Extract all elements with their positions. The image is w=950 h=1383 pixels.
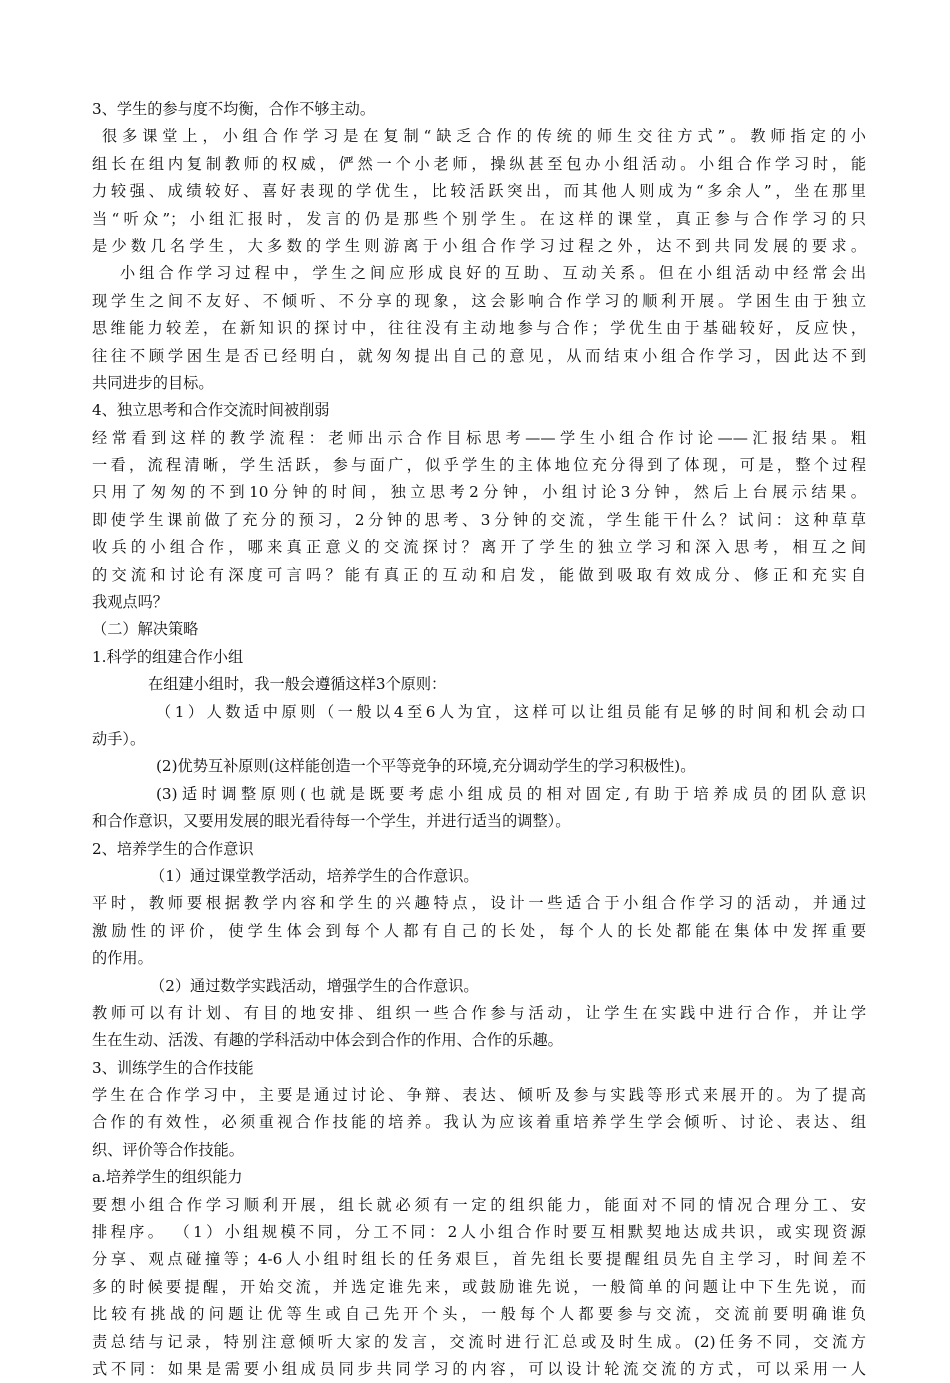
paragraph-line: 式不同：如果是需要小组成员同步共同学习的内容，可以设计轮流交流的方式，可以采用一人: [92, 1359, 866, 1378]
paragraph-line: 和合作意识，又要用发展的眼光看待每一个学生，并进行适当的调整）。: [92, 812, 571, 831]
paragraph-line: 学生在合作学习中，主要是通过讨论、争辩、表达、倾听及参与实践等形式来展开的。为了提高: [92, 1086, 866, 1105]
paragraph-line: 排程序。 （1）小组规模不同，分工不同：2人小组合作时要互相默契地达成共识，或实现资源: [92, 1223, 866, 1242]
paragraph-line: 多的时候要提醒，开始交流，并选定谁先来，或鼓励谁先说，一般简单的问题让中下生先说，而: [92, 1277, 866, 1296]
paragraph-line: 织、评价等合作技能。: [92, 1140, 244, 1159]
paragraph-line: 只用了匆匆的不到10分钟的时间，独立思考2分钟，小组讨论3分钟，然后上台展示结果。: [92, 483, 866, 502]
paragraph-line: 的作用。: [92, 949, 153, 968]
paragraph-line: 我观点吗？: [92, 593, 168, 612]
paragraph-line: 力较强、成绩较好、喜好表现的学优生，比较活跃突出，而其他人则成为“多余人”，坐在那里: [92, 182, 866, 201]
paragraph-line: 现学生之间不友好、不倾听、不分享的现象，这会影响合作学习的顺利开展。学困生由于独立: [92, 291, 866, 310]
heading-3-participation: 3、学生的参与度不均衡，合作不够主动。: [92, 100, 376, 118]
paragraph-line: 当“听众”；小组汇报时，发言的仍是那些个别学生。在这样的课堂，真正参与合作学习的只: [92, 209, 866, 228]
paragraph-line: 小组合作学习过程中，学生之间应形成良好的互助、互动关系。但在小组活动中经常会出: [120, 264, 866, 283]
paragraph-line: 生在生动、活泼、有趣的学科活动中体会到合作的作用、合作的乐趣。: [92, 1031, 563, 1050]
heading-1-group-formation: 1.科学的组建合作小组: [92, 647, 244, 666]
sub-item-classroom-activities: （1）通过课堂教学活动，培养学生的合作意识。: [150, 866, 479, 885]
paragraph-line: 很多课堂上，小组合作学习是在复制“缺乏合作的传统的师生交往方式”。教师指定的小: [102, 127, 866, 146]
sub-item-math-practice: （2）通过数学实践活动，增强学生的合作意识。: [150, 976, 479, 995]
paragraph-line: 动手）。: [92, 729, 146, 748]
paragraph-line: 即使学生课前做了充分的预习，2分钟的思考、3分钟的交流，学生能干什么？试问：这种草草: [92, 510, 866, 529]
list-item-principle-1: （1）人数适中原则（一般以4至6人为宜，这样可以让组员能有足够的时间和机会动口: [156, 702, 866, 721]
section-heading-solutions: （二）解决策略: [92, 620, 199, 639]
paragraph-line: 往往不顾学困生是否已经明白，就匆匆提出自己的意见，从而结束小组合作学习，因此达不到: [92, 346, 866, 365]
paragraph-line: 在组建小组时，我一般会遵循这样3个原则：: [148, 675, 447, 694]
paragraph-line: 平时，教师要根据教学内容和学生的兴趣特点，设计一些适合于小组合作学习的活动，并通过: [92, 894, 866, 913]
paragraph-line: 经常看到这样的教学流程：老师出示合作目标思考——学生小组合作讨论——汇报结果。粗: [92, 428, 866, 447]
paragraph-line: 教师可以有计划、有目的地安排、组织一些合作参与活动，让学生在实践中进行合作，并让学: [92, 1003, 866, 1022]
paragraph-line: 是少数几名学生，大多数的学生则游离于小组合作学习过程之外，达不到共同发展的要求。: [92, 236, 866, 255]
heading-4-independent-thinking: 4、独立思考和合作交流时间被削弱: [92, 401, 330, 420]
paragraph-line: 分享、观点碰撞等；4-6人小组时组长的任务艰巨，首先组长要提醒组员先自主学习，时间差不: [92, 1250, 866, 1269]
paragraph-line: 比较有挑战的问题让优等生或自己先开个头，一般每个人都要参与交流，交流前要明确谁负: [92, 1305, 866, 1324]
list-item-principle-3: (3)适时调整原则(也就是既要考虑小组成员的相对固定,有助于培养成员的团队意识: [156, 784, 866, 803]
paragraph-line: 合作的有效性，必须重视合作技能的培养。我认为应该着重培养学生学会倾听、讨论、表达、组: [92, 1113, 866, 1132]
paragraph-line: 责总结与记录，特别注意倾听大家的发言，交流时进行汇总或及时生成。(2)任务不同，交流方: [92, 1332, 866, 1351]
paragraph-line: 思维能力较差，在新知识的探讨中，往往没有主动地参与合作；学优生由于基础较好，反应快，: [92, 319, 866, 338]
paragraph-line: 组长在组内复制教师的权威，俨然一个小老师，操纵甚至包办小组活动。小组合作学习时，能: [92, 154, 866, 173]
heading-2-cooperation-awareness: 2、培养学生的合作意识: [92, 839, 254, 858]
paragraph-line: 要想小组合作学习顺利开展，组长就必须有一定的组织能力，能面对不同的情况合理分工、安: [92, 1195, 866, 1214]
paragraph-line: 激励性的评价，使学生体会到每个人都有自己的长处，每个人的长处都能在集体中发挥重要: [92, 921, 866, 940]
paragraph-line: 共同进步的目标。: [92, 373, 214, 392]
heading-a-organization: a.培养学生的组织能力: [92, 1168, 243, 1187]
paragraph-line: 一看，流程清晰，学生活跃，参与面广，似乎学生的主体地位充分得到了体现，可是，整个过程: [92, 456, 866, 475]
paragraph-line: 收兵的小组合作，哪来真正意义的交流探讨？离开了学生的独立学习和深入思考，相互之间: [92, 538, 866, 557]
list-item-principle-2: (2)优势互补原则(这样能创造一个平等竞争的环境,充分调动学生的学习积极性)。: [156, 757, 696, 776]
paragraph-line: 的交流和讨论有深度可言吗？能有真正的互动和启发，能做到吸取有效成分、修正和充实自: [92, 565, 866, 584]
document-page: [92, 96, 866, 1383]
heading-3-cooperation-skills: 3、训练学生的合作技能: [92, 1058, 254, 1077]
